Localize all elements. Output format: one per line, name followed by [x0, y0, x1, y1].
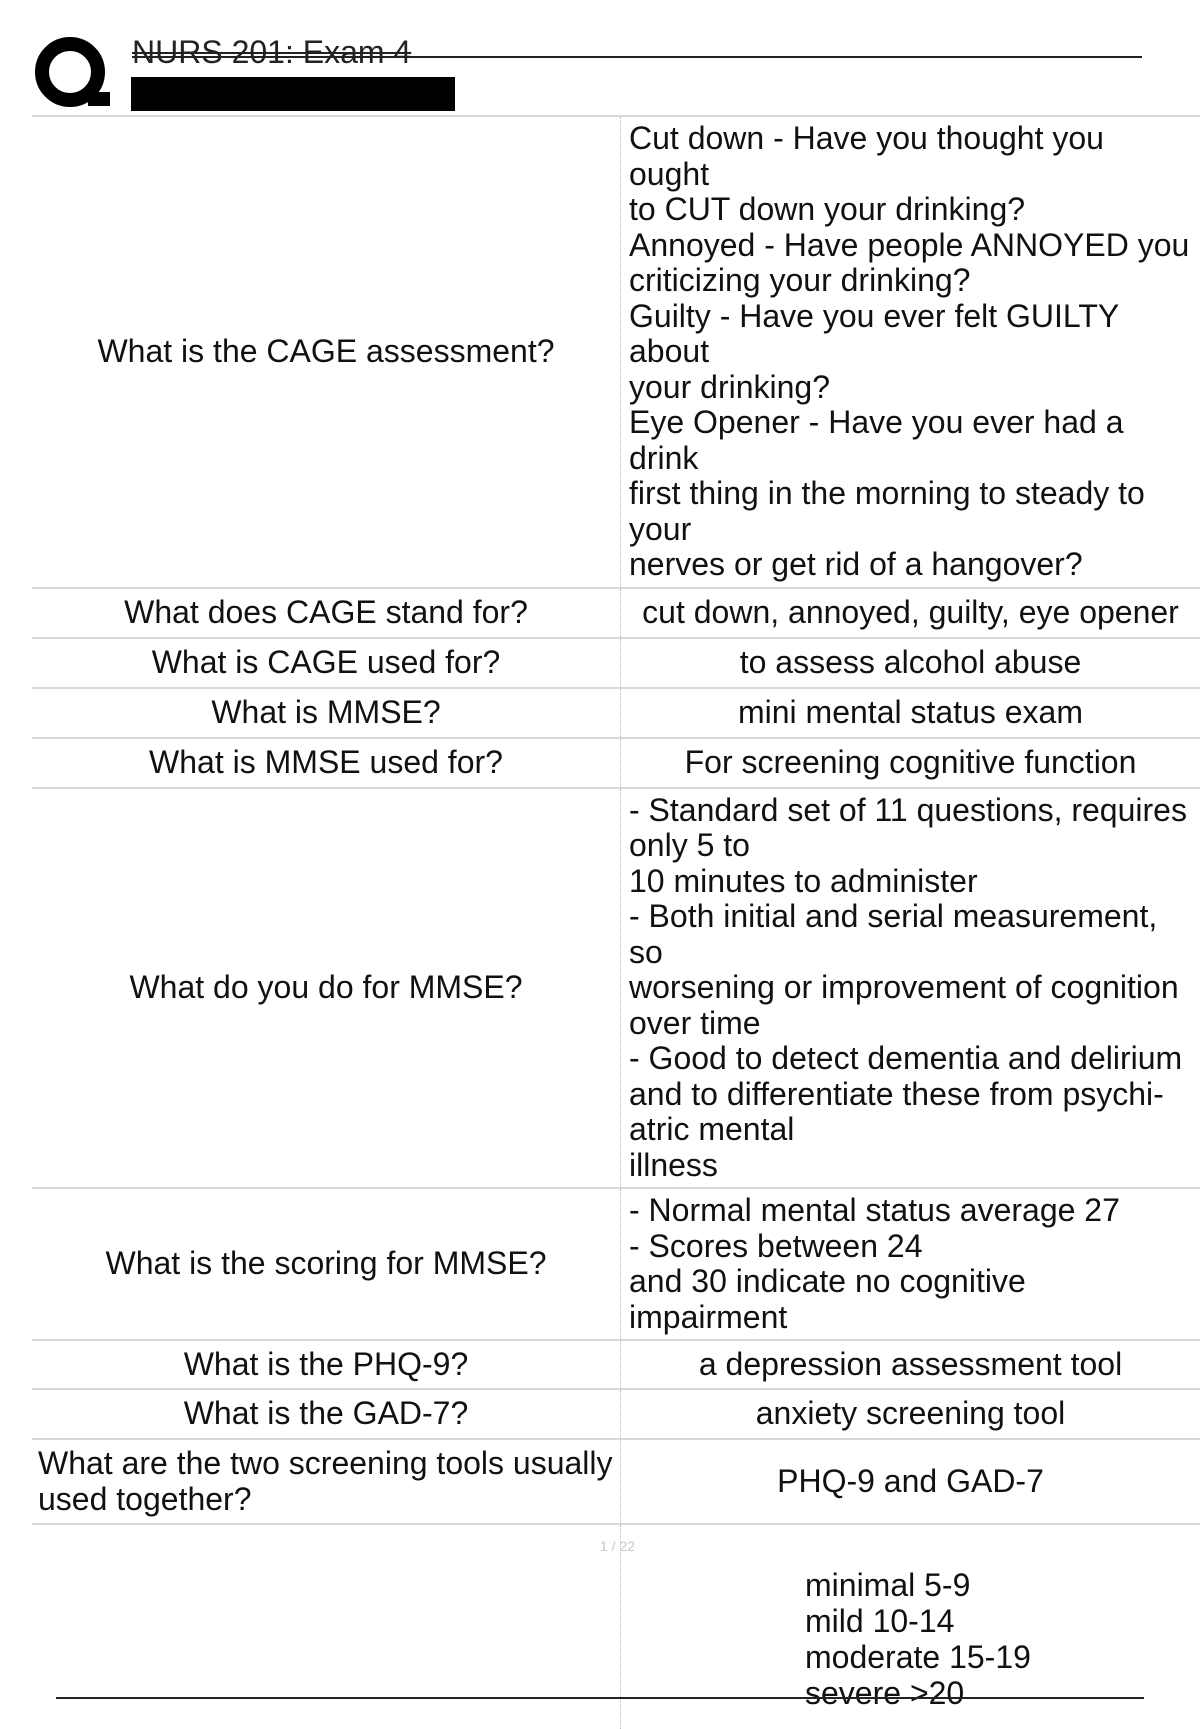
table-row: [32, 588, 1200, 638]
definition-cell: For screening cognitive function: [621, 738, 1200, 788]
definition-cell: to assess alcohol abuse: [621, 638, 1200, 688]
definition-cell: Cut down - Have you thought you ought to CUT down your drinking? Annoyed - Have people ANNOYED you criticizing your drinking? Guilty - Have you ever felt GUILTY about your drinking? Eye Opener - Have you ever had a drink first thing in the morning to steady to your nerves or get rid of a hangover?: [621, 116, 1200, 588]
definition-cell: cut down, annoyed, guilty, eye opener: [621, 588, 1200, 638]
term-cell: What are the two screening tools usually used together?: [32, 1439, 621, 1524]
term-cell: What is the GAD-7?: [32, 1389, 621, 1439]
definition-cell: - Normal mental status average 27 - Scores between 24 and 30 indicate no cognitive impairment: [621, 1188, 1200, 1340]
table-row: [32, 116, 1200, 588]
definition-cell: - Standard set of 11 questions, requires only 5 to 10 minutes to administer - Both initial and serial measurement, so worsening or improvement of cognition over time - Good to detect dementia and delirium and to differentiate these from psychi- atric mental illness: [621, 788, 1200, 1189]
term-cell: What is the PHQ-9?: [32, 1340, 621, 1389]
document-title: NURS 201: Exam 4: [132, 34, 411, 71]
table-row: [32, 788, 1200, 1189]
table-row: [32, 1188, 1200, 1340]
redaction-bar: [131, 77, 455, 111]
term-cell: What does CAGE stand for?: [32, 588, 621, 638]
term-cell: What is MMSE used for?: [32, 738, 621, 788]
term-cell: What is the scoring for MMSE?: [32, 1188, 621, 1340]
table-row: [32, 688, 1200, 738]
term-cell: What is the CAGE assessment?: [32, 116, 621, 588]
q-logo-icon: [32, 34, 112, 114]
table-row: [32, 1389, 1200, 1439]
definition-cell: PHQ-9 and GAD-7: [621, 1439, 1200, 1524]
page-number: 1 / 22: [0, 1538, 1200, 1554]
definition-cell: mini mental status exam: [621, 688, 1200, 738]
term-cell: What is CAGE used for?: [32, 638, 621, 688]
table-row: [32, 1340, 1200, 1389]
term-cell: What is MMSE?: [32, 688, 621, 738]
table-row: [32, 738, 1200, 788]
flashcard-table: [32, 115, 1200, 1729]
term-cell: What do you do for MMSE?: [32, 788, 621, 1189]
title-rule: [132, 56, 1142, 58]
definition-cell: anxiety screening tool: [621, 1389, 1200, 1439]
footer-rule: [56, 1697, 1144, 1699]
severity-score-list: minimal 5-9 mild 10-14 moderate 15-19 severe >20: [805, 1567, 1192, 1711]
table-row: [32, 638, 1200, 688]
definition-cell: a depression assessment tool: [621, 1340, 1200, 1389]
table-row: [32, 1439, 1200, 1524]
